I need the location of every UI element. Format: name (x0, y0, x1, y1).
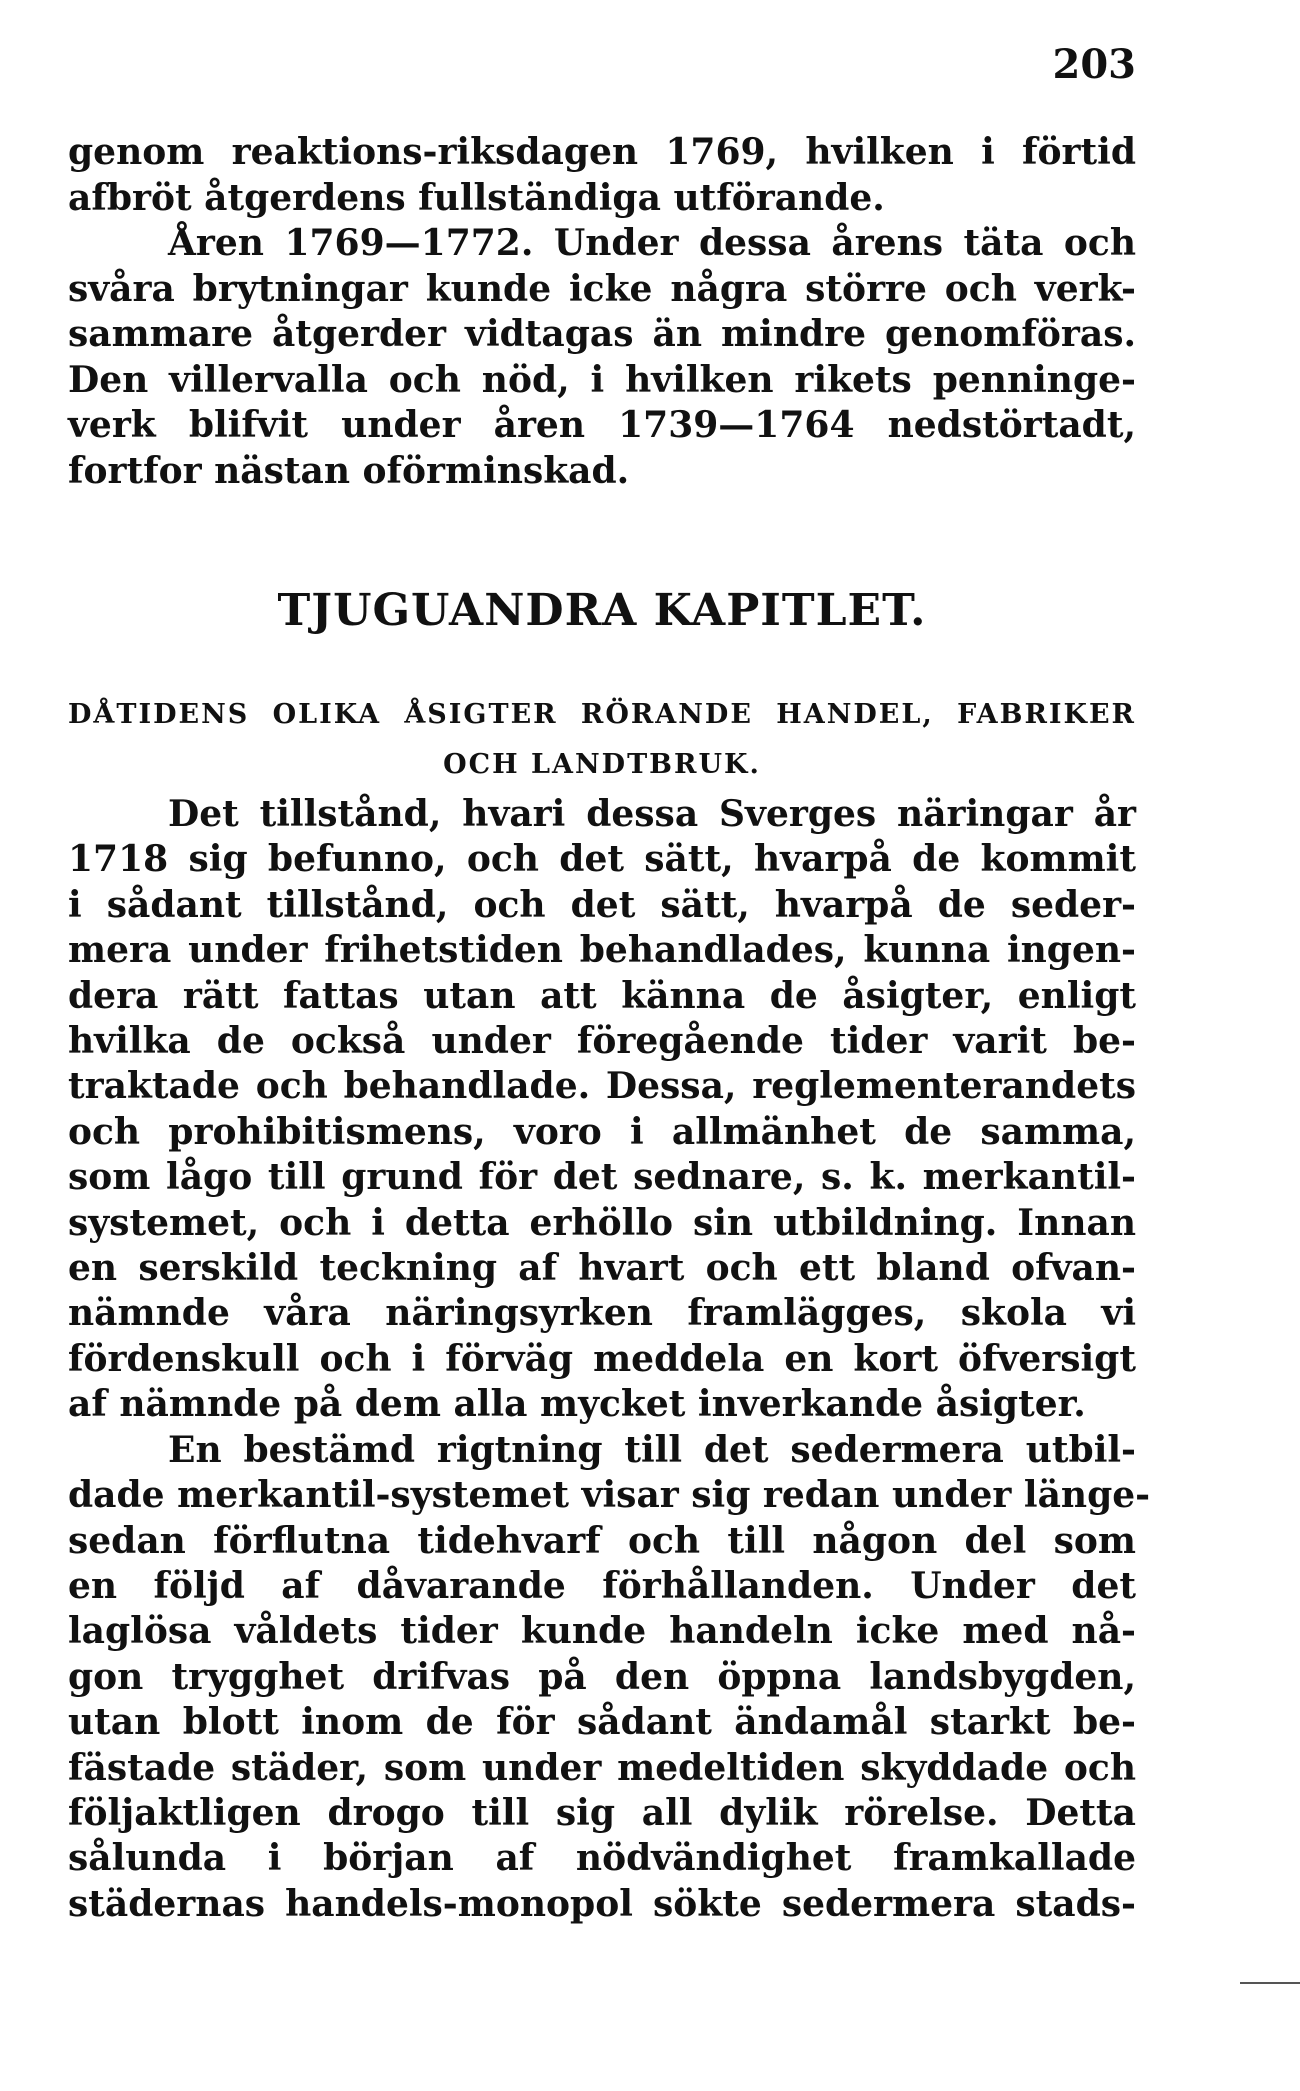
text-line: i sådant tillstånd, och det sätt, hvarpå de seder- (68, 883, 1136, 926)
chapter-title: TJUGUANDRA KAPITLET. (277, 585, 927, 636)
text-line: 1718 sig befunno, och det sätt, hvarpå de kommit (68, 838, 1136, 881)
text-line: mera under frihetstiden behandlades, kunna ingen- (68, 929, 1136, 972)
subtitle-line: DÅTIDENS OLIKA ÅSIGTER RÖRANDE HANDEL, FABRIKER (68, 699, 1136, 730)
text-line: Den villervalla och nöd, i hvilken rikets penninge- (68, 358, 1136, 401)
page-edge-mark (1240, 1982, 1300, 1984)
text-line: dade merkantil-systemet visar sig redan under länge- (68, 1474, 1151, 1517)
text-line: hvilka de också under föregående tider varit be- (68, 1020, 1136, 1063)
text-line: traktade och behandlade. Dessa, reglementerandets (68, 1065, 1136, 1108)
text-line: svåra brytningar kunde icke några större och verk- (68, 267, 1136, 310)
text-line: fördenskull och i förväg meddela en kort öfversigt (68, 1337, 1136, 1380)
text-line: en följd af dåvarande förhållanden. Under det (68, 1564, 1136, 1607)
text-line: verk blifvit under åren 1739—1764 nedstörtadt, (68, 404, 1136, 446)
intro-paragraph (68, 130, 1136, 494)
text-line: fortfor nästan oförminskad. (68, 449, 630, 492)
text-line: en serskild teckning af hvart och ett bland ofvan- (68, 1247, 1136, 1290)
text-line: sedan förflutna tidehvarf och till någon del som (68, 1519, 1136, 1562)
text-line: gon trygghet drifvas på den öppna landsbygden, (68, 1655, 1136, 1698)
chapter-subtitle (68, 690, 1136, 790)
text-line: fästade städer, som under medeltiden skyddade och (68, 1746, 1136, 1789)
text-line: genom reaktions-riksdagen 1769, hvilken i förtid (68, 131, 1136, 173)
text-line: som lågo till grund för det sednare, s. k. merkantil- (68, 1156, 1136, 1199)
page-number: 203 (1052, 41, 1136, 88)
text-line: systemet, och i detta erhöllo sin utbildning. Innan (68, 1201, 1136, 1244)
text-line: och prohibitismens, voro i allmänhet de samma, (68, 1110, 1136, 1153)
text-line: städernas handels-monopol sökte sedermera stads- (68, 1882, 1136, 1925)
text-line: afbröt åtgerdens fullständiga utförande. (68, 176, 885, 219)
text-line: sammare åtgerder vidtagas än mindre genomföras. (68, 313, 1136, 355)
text-line: sålunda i början af nödvändighet framkallade (68, 1837, 1136, 1880)
text-line: Det tillstånd, hvari dessa Sverges näringar år (168, 793, 1136, 835)
text-line: nämnde våra näringsyrken framlägges, skola vi (68, 1292, 1136, 1335)
text-line: laglösa våldets tider kunde handeln icke med nå- (68, 1610, 1136, 1653)
text-line: utan blott inom de för sådant ändamål starkt be- (68, 1701, 1136, 1744)
section-body (68, 792, 1151, 1927)
subtitle-line: OCH LANDTBRUK. (443, 749, 761, 780)
text-line: af nämnde på dem alla mycket inverkande åsigter. (68, 1383, 1086, 1426)
text-line: följaktligen drogo till sig all dylik rörelse. Detta (68, 1791, 1136, 1834)
text-line: En bestämd rigtning till det sedermera utbil- (168, 1428, 1136, 1471)
text-line: Åren 1769—1772. Under dessa årens täta och (168, 222, 1136, 264)
book-page (68, 0, 1151, 2091)
text-line: dera rätt fattas utan att känna de åsigter, enligt (68, 974, 1136, 1017)
